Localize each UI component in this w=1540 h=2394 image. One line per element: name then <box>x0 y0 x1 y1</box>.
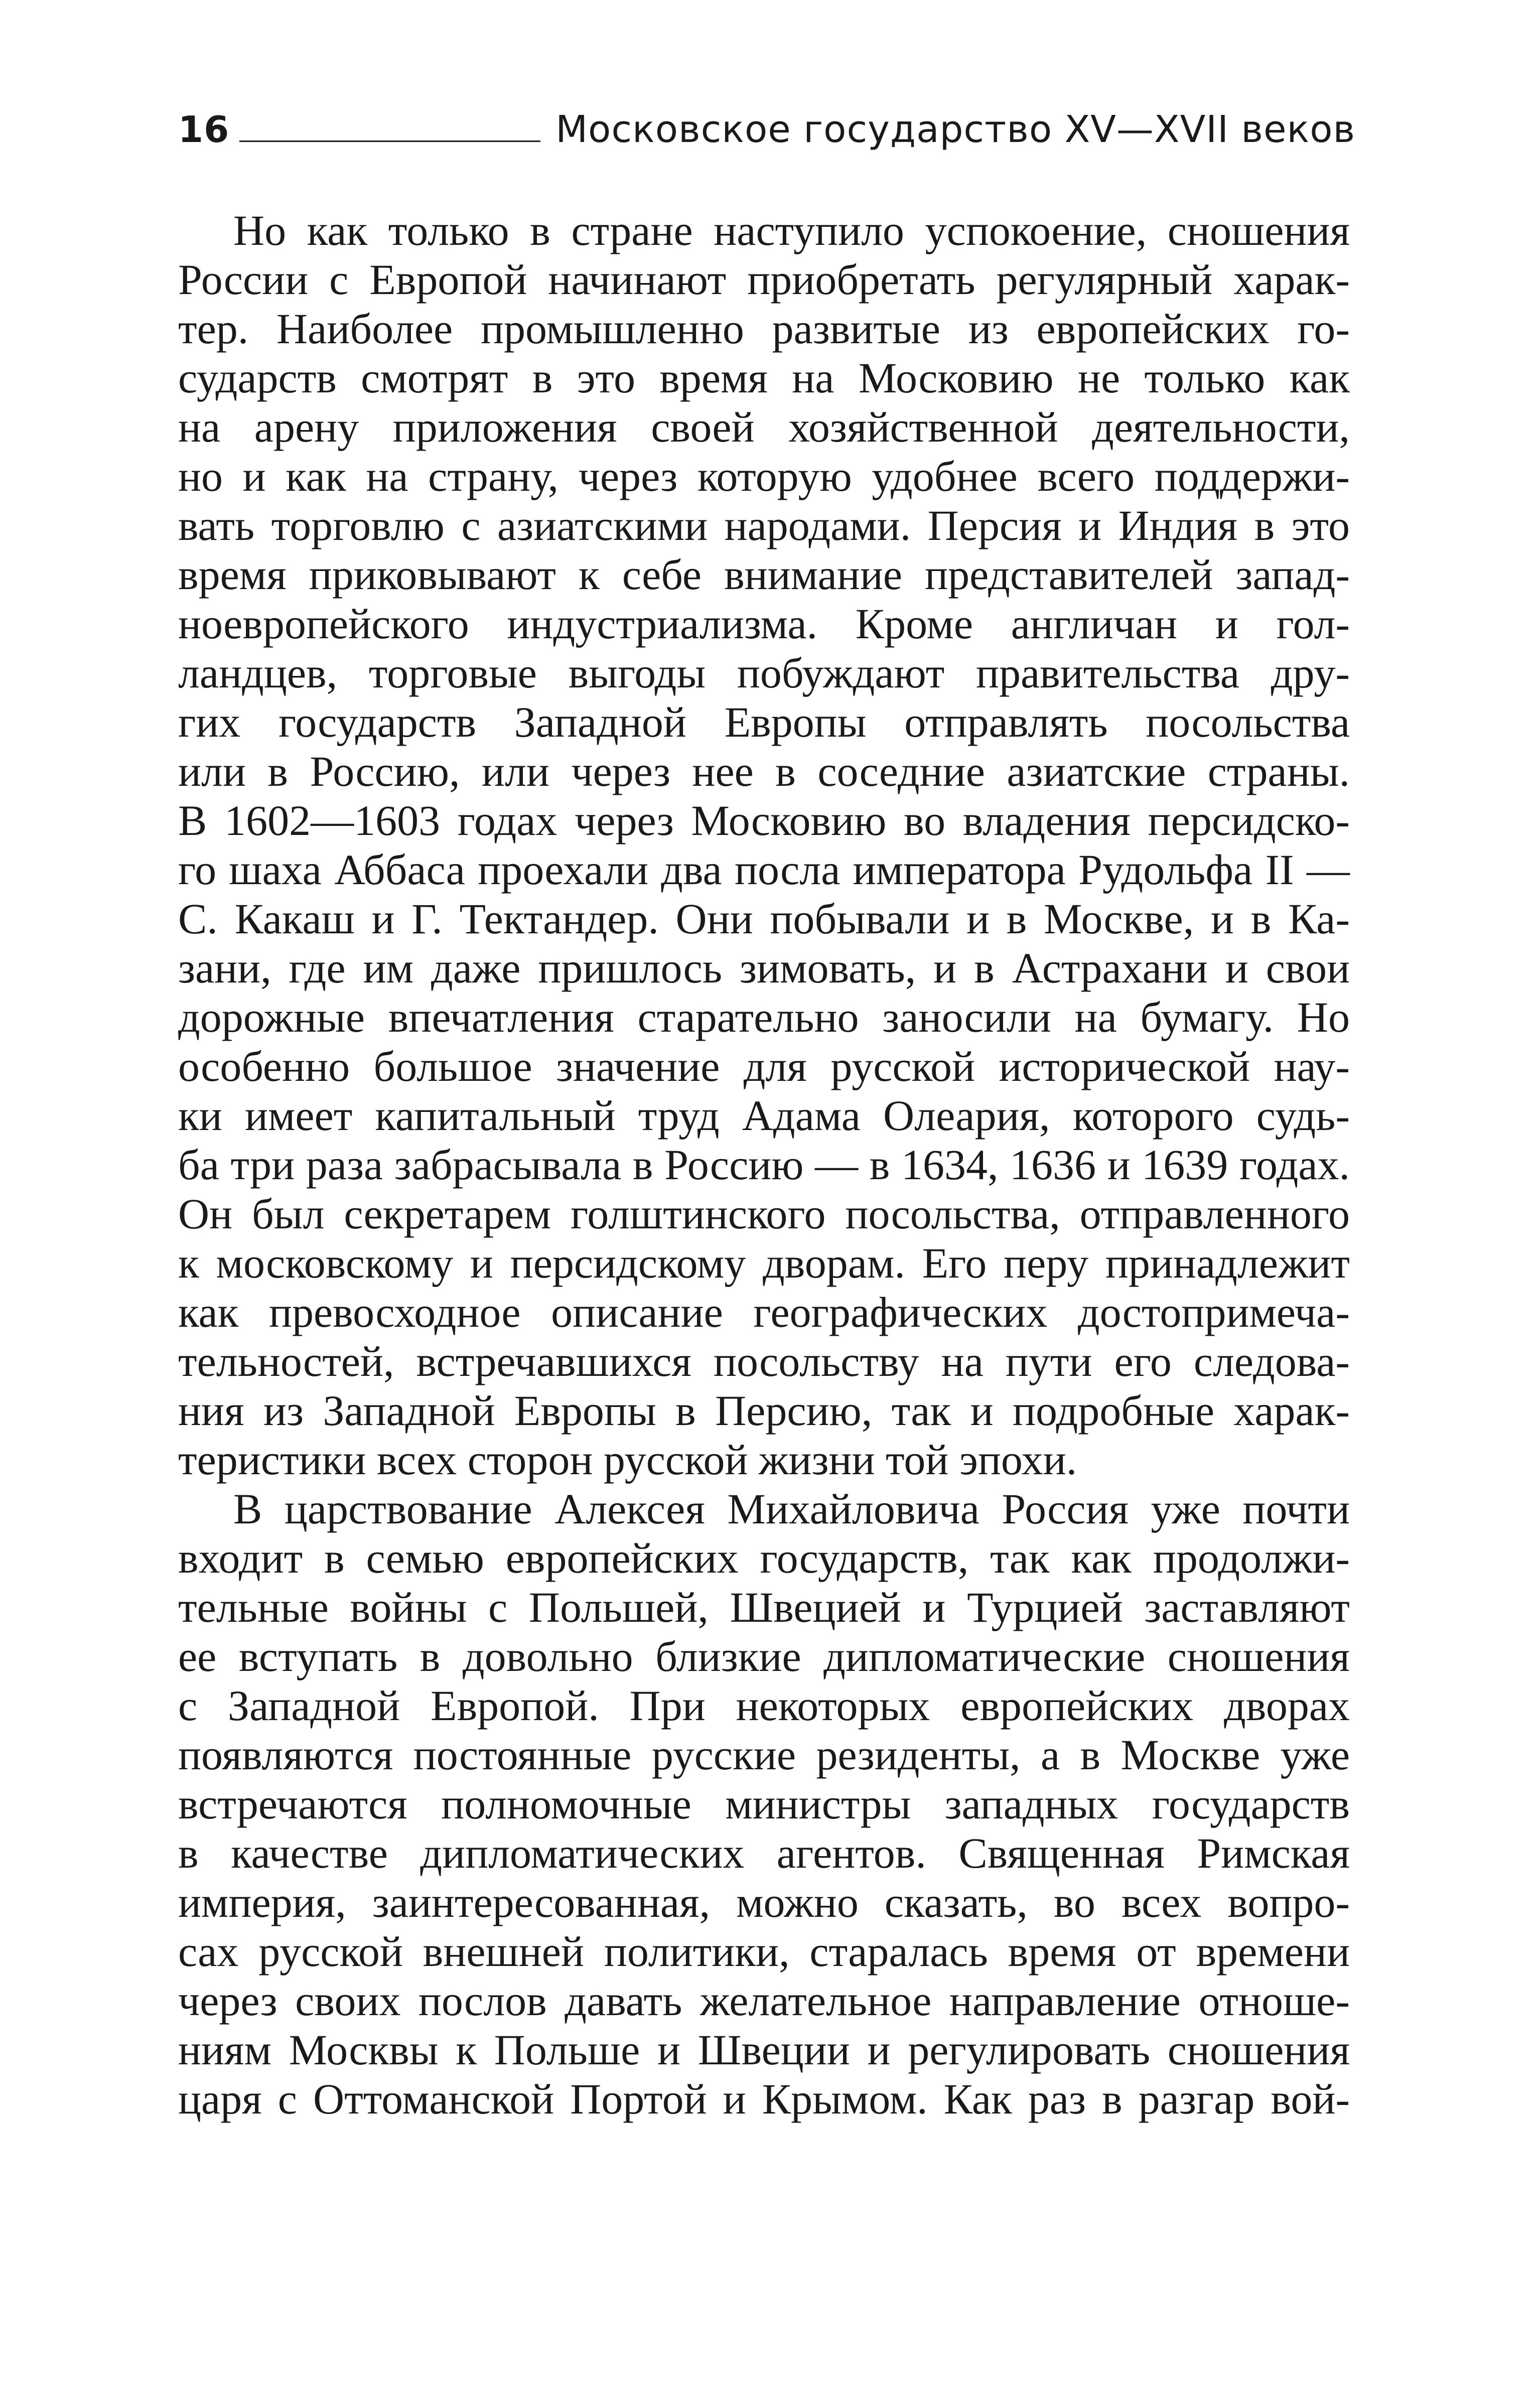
text-line: ниям Москвы к Польше и Швеции и регулировать сношения <box>178 2026 1350 2074</box>
page-number: 16 <box>178 108 230 151</box>
text-line: В царствование Алексея Михайловича Россия уже почти <box>233 1485 1350 1533</box>
text-line: гих государств Западной Европы отправлять посольства <box>178 698 1350 746</box>
text-line: тельные войны с Польшей, Швецией и Турцией заставляют <box>178 1583 1350 1631</box>
text-line: в качестве дипломатических агентов. Священная Римская <box>178 1829 1350 1877</box>
running-title: Московское государство XV—XVII веков <box>555 108 1356 151</box>
text-line: России с Европой начинают приобретать регулярный харак- <box>178 255 1350 304</box>
text-line: но и как на страну, через которую удобнее всего поддержи- <box>178 452 1350 500</box>
text-line: царя с Оттоманской Портой и Крымом. Как раз в разгар вой- <box>178 2075 1350 2123</box>
text-line: ландцев, торговые выгоды побуждают правительства дру- <box>178 649 1350 697</box>
text-line: ба три раза забрасывала в Россию — в 1634, 1636 и 1639 годах. <box>178 1141 1350 1189</box>
text-line: зани, где им даже пришлось зимовать, и в Астрахани и свои <box>178 944 1350 992</box>
text-line: через своих послов давать желательное направление отноше- <box>178 1977 1350 2025</box>
text-line: тельностей, встречавшихся посольству на пути его следова- <box>178 1337 1350 1385</box>
text-line: вать торговлю с азиатскими народами. Персия и Индия в это <box>178 501 1350 549</box>
text-line: особенно большое значение для русской исторической нау- <box>178 1042 1350 1090</box>
text-line: ния из Западной Европы в Персию, так и подробные харак- <box>178 1386 1350 1435</box>
header-rule <box>239 140 540 142</box>
text-line: встречаются полномочные министры западных государств <box>178 1780 1350 1828</box>
paragraph-2 <box>178 1484 1350 2124</box>
text-line: С. Какаш и Г. Тектандер. Они побывали и в Москве, и в Ка- <box>178 895 1350 943</box>
text-line: появляются постоянные русские резиденты, а в Москве уже <box>178 1731 1350 1779</box>
text-line: империя, заинтересованная, можно сказать, во всех вопро- <box>178 1878 1350 1926</box>
text-line: го шаха Аббаса проехали два посла императора Рудольфа II — <box>178 846 1350 894</box>
text-line: или в Россию, или через нее в соседние азиатские страны. <box>178 747 1350 795</box>
text-line: входит в семью европейских государств, так как продолжи- <box>178 1534 1350 1582</box>
paragraph-1 <box>178 206 1350 1484</box>
text-line: как превосходное описание географических достопримеча- <box>178 1288 1350 1336</box>
text-line: ее вступать в довольно близкие дипломатические сношения <box>178 1632 1350 1680</box>
body-text <box>178 206 1350 2124</box>
page-header <box>178 108 1356 163</box>
text-line: ки имеет капитальный труд Адама Олеария, которого судь- <box>178 1091 1350 1140</box>
text-line: сударств смотрят в это время на Московию не только как <box>178 354 1350 402</box>
text-line: В 1602—1603 годах через Московию во владения персидско- <box>178 796 1350 844</box>
text-line: к московскому и персидскому дворам. Его перу принадлежит <box>178 1239 1350 1287</box>
text-line: теристики всех сторон русской жизни той эпохи. <box>178 1436 1077 1484</box>
text-line: ноевропейского индустриализма. Кроме англичан и гол- <box>178 600 1350 648</box>
text-line: время приковывают к себе внимание представителей запад- <box>178 550 1350 599</box>
text-line: Он был секретарем голштинского посольства, отправленного <box>178 1190 1350 1238</box>
text-line: на арену приложения своей хозяйственной деятельности, <box>178 403 1350 451</box>
text-line: сах русской внешней политики, старалась время от времени <box>178 1927 1350 1976</box>
text-line: с Западной Европой. При некоторых европейских дворах <box>178 1681 1350 1730</box>
text-line: дорожные впечатления старательно заносили на бумагу. Но <box>178 993 1350 1041</box>
text-line: Но как только в стране наступило успокоение, сношения <box>233 206 1350 254</box>
text-line: тер. Наиболее промышленно развитые из европейских го- <box>178 305 1350 353</box>
